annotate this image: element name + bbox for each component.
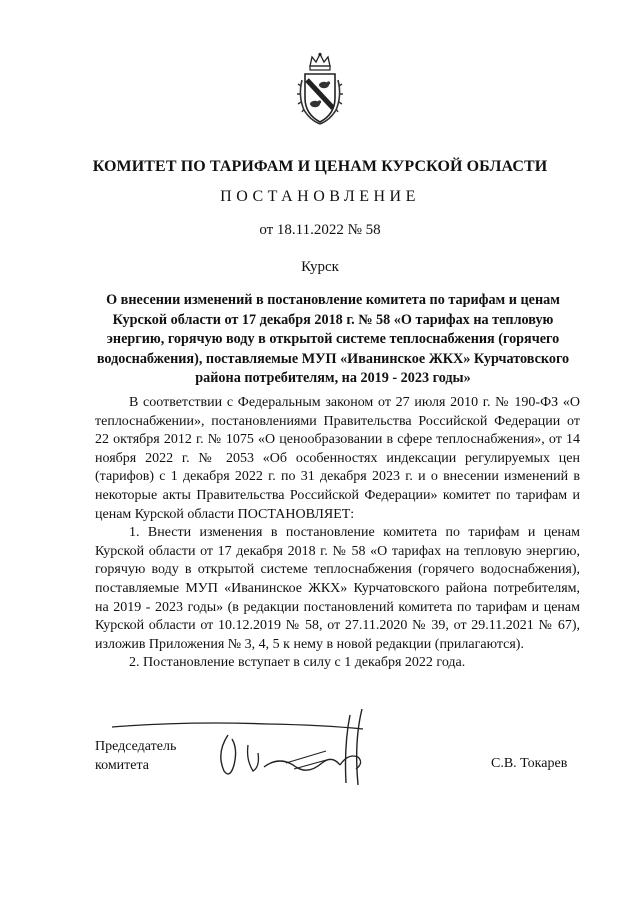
document-type: ПОСТАНОВЛЕНИЕ bbox=[220, 188, 420, 205]
document-city: Курск bbox=[301, 259, 339, 275]
document-date-number: от 18.11.2022 № 58 bbox=[259, 222, 381, 238]
signatory-position-line2: комитета bbox=[95, 758, 150, 773]
body-item-2: 2. Постановление вступает в силу с 1 декабря 2022 года. bbox=[129, 655, 466, 671]
signatory-name: С.В. Токарев bbox=[491, 756, 568, 771]
coat-of-arms-icon bbox=[295, 52, 345, 126]
body-item-1: 1. Внести изменения в постановление комитета по тарифам и ценам Курской области от 17 декабря 2018 г. № 58 «О тарифах на тепловую энергию, горячую воду в открытой системе теплоснабжения (горячего водоснабжения), поставляемые МУП «Иванинское ЖКХ» Курчатовского района потребителям, на 2019 - 2023 годы» (в редакции постановлений комитета по тарифам и ценам Курской области от 10.12.2019 № 58, от 27.11.2020 № 39, от 29.11.2021 № 67), изложив Приложения № 3, 4, 5 к нему в новой редакции (прилагаются). bbox=[95, 525, 580, 652]
document-subject: О внесении изменений в постановление комитета по тарифам и ценам Курской области от 17 декабря 2018 г. № 58 «О тарифах на тепловую энергию, горячую воду в открытой системе теплоснабжения (горячего водоснабжения), поставляемые МУП «Иванинское ЖКХ» Курчатовского района потребителям, на 2019 - 2023 годы» bbox=[96, 292, 570, 386]
organization-title: КОМИТЕТ ПО ТАРИФАМ И ЦЕНАМ КУРСКОЙ ОБЛАСТИ bbox=[92, 158, 548, 175]
signatory-position-line1: Председатель bbox=[95, 739, 177, 754]
body-preamble: В соответствии с Федеральным законом от 27 июля 2010 г. № 190-ФЗ «О теплоснабжении», постановлениями Правительства Российской Федерации от 22 октября 2012 г. № 1075 «О ценообразовании в сфере теплоснабжения», от 14 ноября 2022 г. № 2053 «Об особенностях индексации регулируемых цен (тарифов) с 1 декабря 2022 г. по 31 декабря 2023 г. и о внесении изменений в некоторые акты Правительства Российской Федерации» комитет по тарифам и ценам Курской области ПОСТАНОВЛЯЕТ: bbox=[95, 395, 580, 522]
handwritten-signature bbox=[108, 705, 393, 793]
document-body bbox=[95, 394, 580, 673]
